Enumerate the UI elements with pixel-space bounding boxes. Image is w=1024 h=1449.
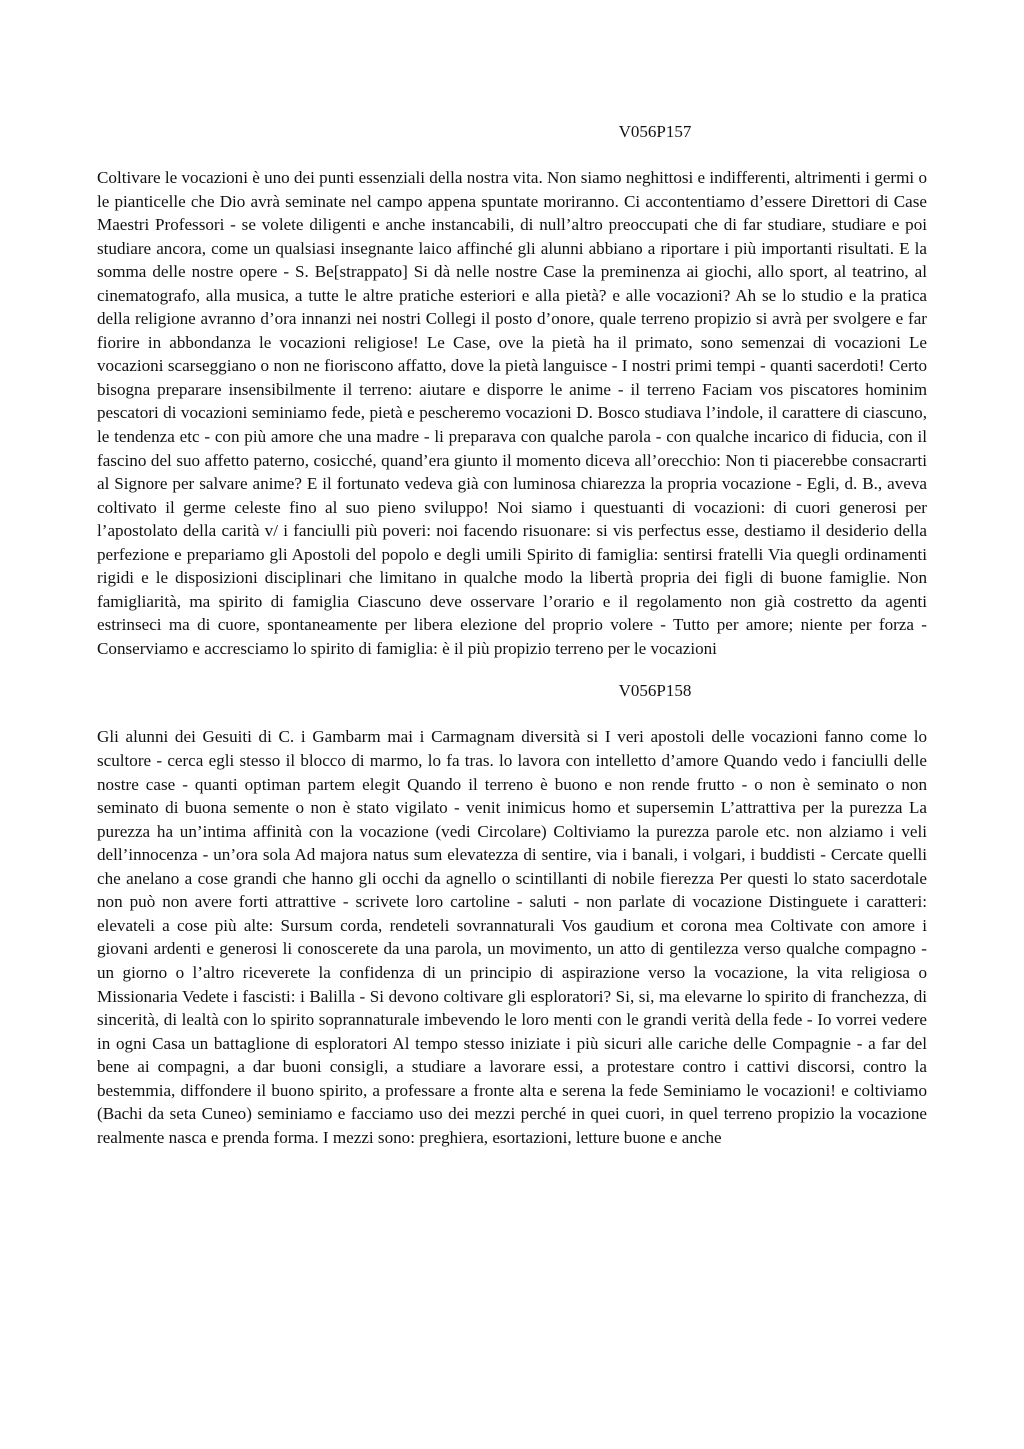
page-identifier: V056P157 <box>618 122 692 141</box>
body-paragraph: Coltivare le vocazioni è uno dei punti essenziali della nostra vita. Non siamo neghittosi e indifferenti, altrimenti i germi o le pianticelle che Dio avrà seminate nel campo appena spuntate moriranno. Ci accontentiamo d’essere Direttori di Case Maestri Professori - se volete diligenti e anche instancabili, di null’altro preoccupati che di far studiare, studiare e poi studiare ancora, come un qualsiasi insegnante laico affinché gli alunni abbiano a riportare i più importanti risultati. E la somma delle nostre opere - S. Be[strappato] Si dà nelle nostre Case la preminenza ai giochi, allo sport, al teatrino, al cinematografo, alla musica, a tutte le altre pratiche esteriori e alla pietà? e alle vocazioni? Ah se lo studio e la pratica della religione avranno d’ora innanzi nei nostri Collegi il posto d’onore, quale terreno propizio si avrà per svolgere e far fiorire in abbondanza le vocazioni religiose! Le Case, ove la pietà ha il primato, sono semenzai di vocazioni Le vocazioni scarseggiano o non ne fioriscono affatto, dove la pietà languisce - I nostri primi tempi - quanti sacerdoti! Certo bisogna preparare insensibilmente il terreno: aiutare e disporre le anime - il terreno Faciam vos piscatores hominim pescatori di vocazioni seminiamo fede, pietà e pescheremo vocazioni D. Bosco studiava l’indole, il carattere di ciascuno, le tendenza etc - con più amore che una madre - li preparava con qualche parola - con qualche incarico di fiducia, con il fascino del suo affetto paterno, cosicché, quand’era giunto il momento diceva all’orecchio: Non ti piacerebbe consacrarti al Signore per salvare anime? E il fortunato vedeva già con luminosa chiarezza la propria vocazione - Egli, d. B., aveva coltivato il germe celeste fino al suo pieno sviluppo! Noi siamo i questuanti di vocazioni: di cuori generosi per l’apostolato della carità v/ i fanciulli più poveri: noi facendo risuonare: si vis perfectus esse, destiamo il desiderio della perfezione e prepariamo gli Apostoli del popolo e degli umili Spirito di famiglia: sentirsi fratelli Via quegli ordinamenti rigidi e le disposizioni disciplinari che limitano in qualche modo la libertà propria dei figli di buone famiglie. Non famigliarità, ma spirito di famiglia Ciascuno deve osservare l’orario e il regolamento non già costretto da agenti estrinseci ma di cuore, spontaneamente per libera elezione del proprio volere - Tutto per amore; niente per forza - Conserviamo e accresciamo lo spirito di famiglia: è il più propizio terreno per le vocazioni <box>97 168 927 658</box>
body-paragraph: Gli alunni dei Gesuiti di C. i Gambarm mai i Carmagnam diversità si I veri apostoli delle vocazioni fanno come lo scultore - cerca egli stesso il blocco di marmo, lo fa tras. lo lavora con intelletto d’amore Quando vedo i fanciulli delle nostre case - quanti optiman partem elegit Quando il terreno è buono e non rende frutto - o non è seminato o non seminato di buona semente o non è stato vigilato - venit inimicus homo et supersemin L’attrattiva per la purezza La purezza ha un’intima affinità con la vocazione (vedi Circolare) Coltiviamo la purezza parole etc. non alziamo i veli dell’innocenza - un’ora sola Ad majora natus sum elevatezza di sentire, via i banali, i volgari, i buddisti - Cercate quelli che anelano a cose grandi che hanno gli occhi da agnello o scintillanti di nobile fierezza Per questi lo stato sacerdotale non può non avere forti attrattive - scrivete loro cartoline - saluti - non parlate di vocazione Distinguete i caratteri: elevateli a cose più alte: Sursum corda, rendeteli sovrannaturali Vos gaudium et corona mea Coltivate con amore i giovani ardenti e generosi li conoscerete da una parola, un movimento, un atto di gentilezza verso qualche compagno - un giorno o l’altro riceverete la confidenza di un principio di aspirazione verso la vocazione, la vita religiosa o Missionaria Vedete i fascisti: i Balilla - Si devono coltivare gli esploratori? Si, si, ma elevarne lo spirito di franchezza, di sincerità, di lealtà con lo spirito soprannaturale imbevendo le loro menti con le grandi verità della fede - Io vorrei vedere in ogni Casa un battaglione di esploratori Al tempo stesso iniziate i più sicuri alle cariche delle Compagnie - a far del bene ai compagni, a dar buoni consigli, a studiare a lavorare essi, a protestare contro i cattivi discorsi, contro la bestemmia, diffondere il buono spirito, a professare a fronte alta e serena la fede Seminiamo le vocazioni! e coltiviamo (Bachi da seta Cuneo) seminiamo e facciamo uso dei mezzi perché in quei cuori, in quel terreno propizio la vocazione realmente nasca e prenda forma. I mezzi sono: preghiera, esortazioni, letture buone e anche <box>97 727 927 1147</box>
document-page <box>97 120 927 1149</box>
page-identifier: V056P158 <box>618 681 692 701</box>
